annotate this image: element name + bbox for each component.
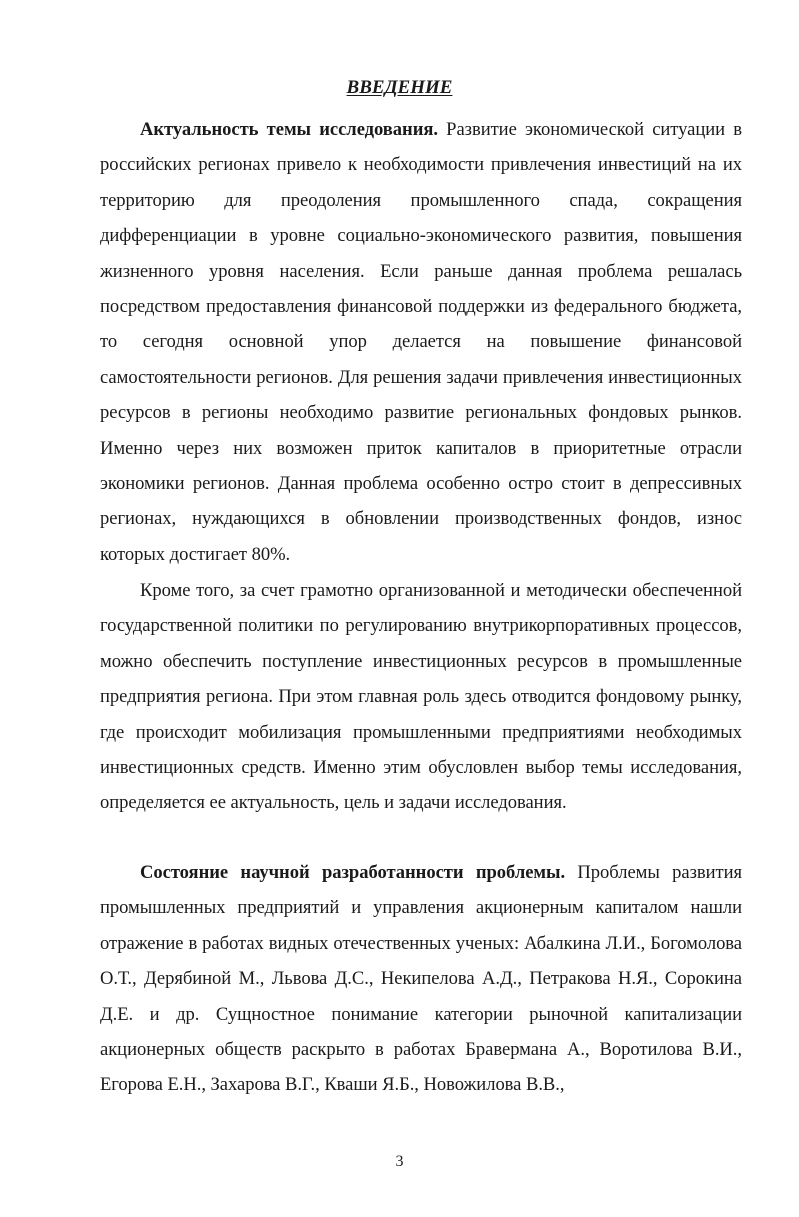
paragraph-state-of-research [100, 855, 742, 1103]
paragraph-text: Кроме того, за счет грамотно организованной и методически обеспеченной государственной политики по регулированию внутрикорпоративных процессов, можно обеспечить поступление инвестиционных ресурсов в промышленные предприятия региона. При этом главная роль здесь отводится фондовому рынку, где происходит мобилизация промышленными предприятиями необходимых инвестиционных средств. Именно этим обусловлен выбор темы исследования, определяется ее актуальность, цель и задачи исследования. [100, 580, 742, 814]
paragraph-lead: Состояние научной разработанности проблемы. [140, 862, 566, 883]
paragraph-continuation [100, 573, 742, 821]
page-number: 3 [395, 1153, 404, 1170]
paragraph-text: Развитие экономической ситуации в российских регионах привело к необходимости привлечения инвестиций на их территорию для преодоления промышленного спада, сокращения дифференциации в уровне социально-экономического развития, повышения жизненного уровня населения. Если раньше данная проблема решалась посредством предоставления финансовой поддержки из федерального бюджета, то сегодня основной упор делается на повышение финансовой самостоятельности регионов. Для решения задачи привлечения инвестиционных ресурсов в регионы необходимо развитие региональных фондовых рынков. Именно через них возможен приток капиталов в приоритетные отрасли экономики регионов. Данная проблема особенно остро стоит в депрессивных регионах, нуждающихся в обновлении производственных фондов, износ которых достигает 80%. [100, 119, 742, 565]
paragraph-lead: Актуальность темы исследования. [140, 119, 438, 140]
section-heading: ВВЕДЕНИЕ [346, 77, 453, 98]
paragraph-text: Проблемы развития промышленных предприятий и управления акционерным капиталом нашли отражение в работах видных отечественных ученых: Абалкина Л.И., Богомолова О.Т., Дерябиной М., Львова Д.С., Некипелова А.Д., Петракова Н.Я., Сорокина Д.Е. и др. Сущностное понимание категории рыночной капитализации акционерных обществ раскрыто в работах Бравермана А., Воротилова В.И., Егорова Е.Н., Захарова В.Г., Кваши Я.Б., Новожилова В.В., [100, 862, 742, 1096]
paragraph-relevance [100, 112, 742, 572]
